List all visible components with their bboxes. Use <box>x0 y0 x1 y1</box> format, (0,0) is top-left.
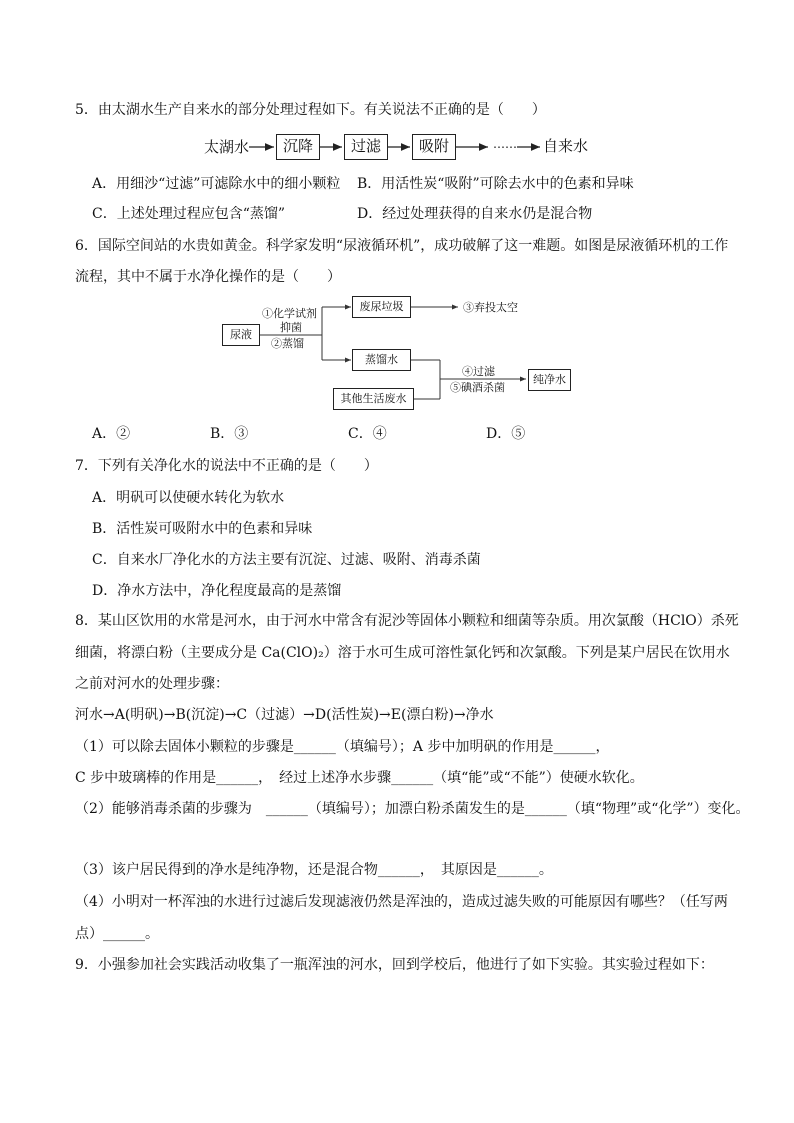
step5-label: ⑤碘酒杀菌 <box>450 381 505 394</box>
q6-option-d: D．⑤ <box>486 426 526 442</box>
step1-label: ①化学试剂 <box>262 307 317 320</box>
q5-option-c: C．上述处理过程应包含“蒸馏” <box>92 206 286 222</box>
q5-option-a: A．用细沙“过滤”可滤除水中的细小颗粒 <box>92 176 341 192</box>
q6-stem-line2: 流程，其中不属于水净化操作的是（ ） <box>75 269 341 285</box>
q8-line-1: 8．某山区饮用的水常是河水，由于河水中常含有泥沙等固体小颗粒和细菌等杂质。用次氯酸（HClO）杀死 <box>75 613 739 629</box>
step4-label: ④过滤 <box>462 365 495 378</box>
q8-sub-question-4-cont: 点）______。 <box>75 926 159 942</box>
distilled-water-box: 蒸馏水 <box>352 349 411 371</box>
flow-end-label: 自来水 <box>543 137 589 155</box>
q6-option-b: B．③ <box>210 426 249 442</box>
q8-sub-question-4: （4）小明对一杯浑浊的水进行过滤后发现滤液仍然是浑浊的，造成过滤失败的可能原因有哪些？（任写两 <box>75 894 728 910</box>
pure-water-box: 纯净水 <box>528 369 571 391</box>
q7-option-b: B．活性炭可吸附水中的色素和异味 <box>92 521 313 537</box>
q5-option-d: D．经过处理获得的自来水仍是混合物 <box>357 206 593 222</box>
flow-step-box: 吸附 <box>412 134 456 160</box>
other-wastewater-box: 其他生活废水 <box>333 388 414 410</box>
q9-stem: 9．小强参加社会实践活动收集了一瓶浑浊的河水，回到学校后，他进行了如下实验。其实验过程如下： <box>75 957 714 973</box>
q7-option-d: D．净水方法中，净化程度最高的是蒸馏 <box>92 583 342 599</box>
q8-sub-question-2: （2）能够消毒杀菌的步骤为 ______（填编号）；加漂白粉杀菌发生的是______（填“物理”或“化学”）变化。 <box>75 801 750 817</box>
q5-option-b: B．用活性炭“吸附”可除去水中的色素和异味 <box>357 176 634 192</box>
q8-line-2: 细菌，将漂白粉（主要成分是 Ca(ClO)₂）溶于水可生成可溶性氯化钙和次氯酸。下列是某户居民在饮用水 <box>75 645 730 661</box>
flow-dots: …… <box>493 137 517 151</box>
q7-option-a: A．明矾可以使硬水转化为软水 <box>92 490 285 506</box>
q6-option-a: A．② <box>92 426 131 442</box>
q8-sub-question-1-cont: C 步中玻璃棒的作用是______， 经过上述净水步骤______（填“能”或“不能”）使硬水软化。 <box>75 770 644 786</box>
flow-start-label: 太湖水 <box>204 138 250 156</box>
q8-sub-question-3: （3）该户居民得到的净水是纯净物，还是混合物______， 其原因是______。 <box>75 862 553 878</box>
q7-option-c: C．自来水厂净化水的方法主要有沉淀、过滤、吸附、消毒杀菌 <box>92 552 481 568</box>
flow-step-box: 沉降 <box>276 134 320 160</box>
q8-line-3: 之前对河水的处理步骤： <box>75 676 229 692</box>
waste-box: 废尿垃圾 <box>352 296 411 318</box>
step3-label: ③弃投太空 <box>463 301 518 314</box>
step1-sub-label: 抑菌 <box>280 321 302 334</box>
q6-stem-line1: 6．国际空间站的水贵如黄金。科学家发明“尿液循环机”，成功破解了这一难题。如图是尿液循环机的工作 <box>75 238 729 254</box>
q5-stem: 5．由太湖水生产自来水的部分处理过程如下。有关说法不正确的是（ ） <box>75 102 546 118</box>
q8-sub-question-1: （1）可以除去固体小颗粒的步骤是______（填编号）；A 步中加明矾的作用是______， <box>75 739 610 755</box>
step2-label: ②蒸馏 <box>271 337 304 350</box>
q8-process-line: 河水→A(明矾)→B(沉淀)→C（过滤）→D(活性炭)→E(漂白粉)→净水 <box>75 707 494 723</box>
q7-stem: 7．下列有关净化水的说法中不正确的是（ ） <box>75 458 378 474</box>
q6-option-c: C．④ <box>348 426 387 442</box>
flow-step-box: 过滤 <box>344 134 388 160</box>
urine-box: 尿液 <box>222 324 260 346</box>
